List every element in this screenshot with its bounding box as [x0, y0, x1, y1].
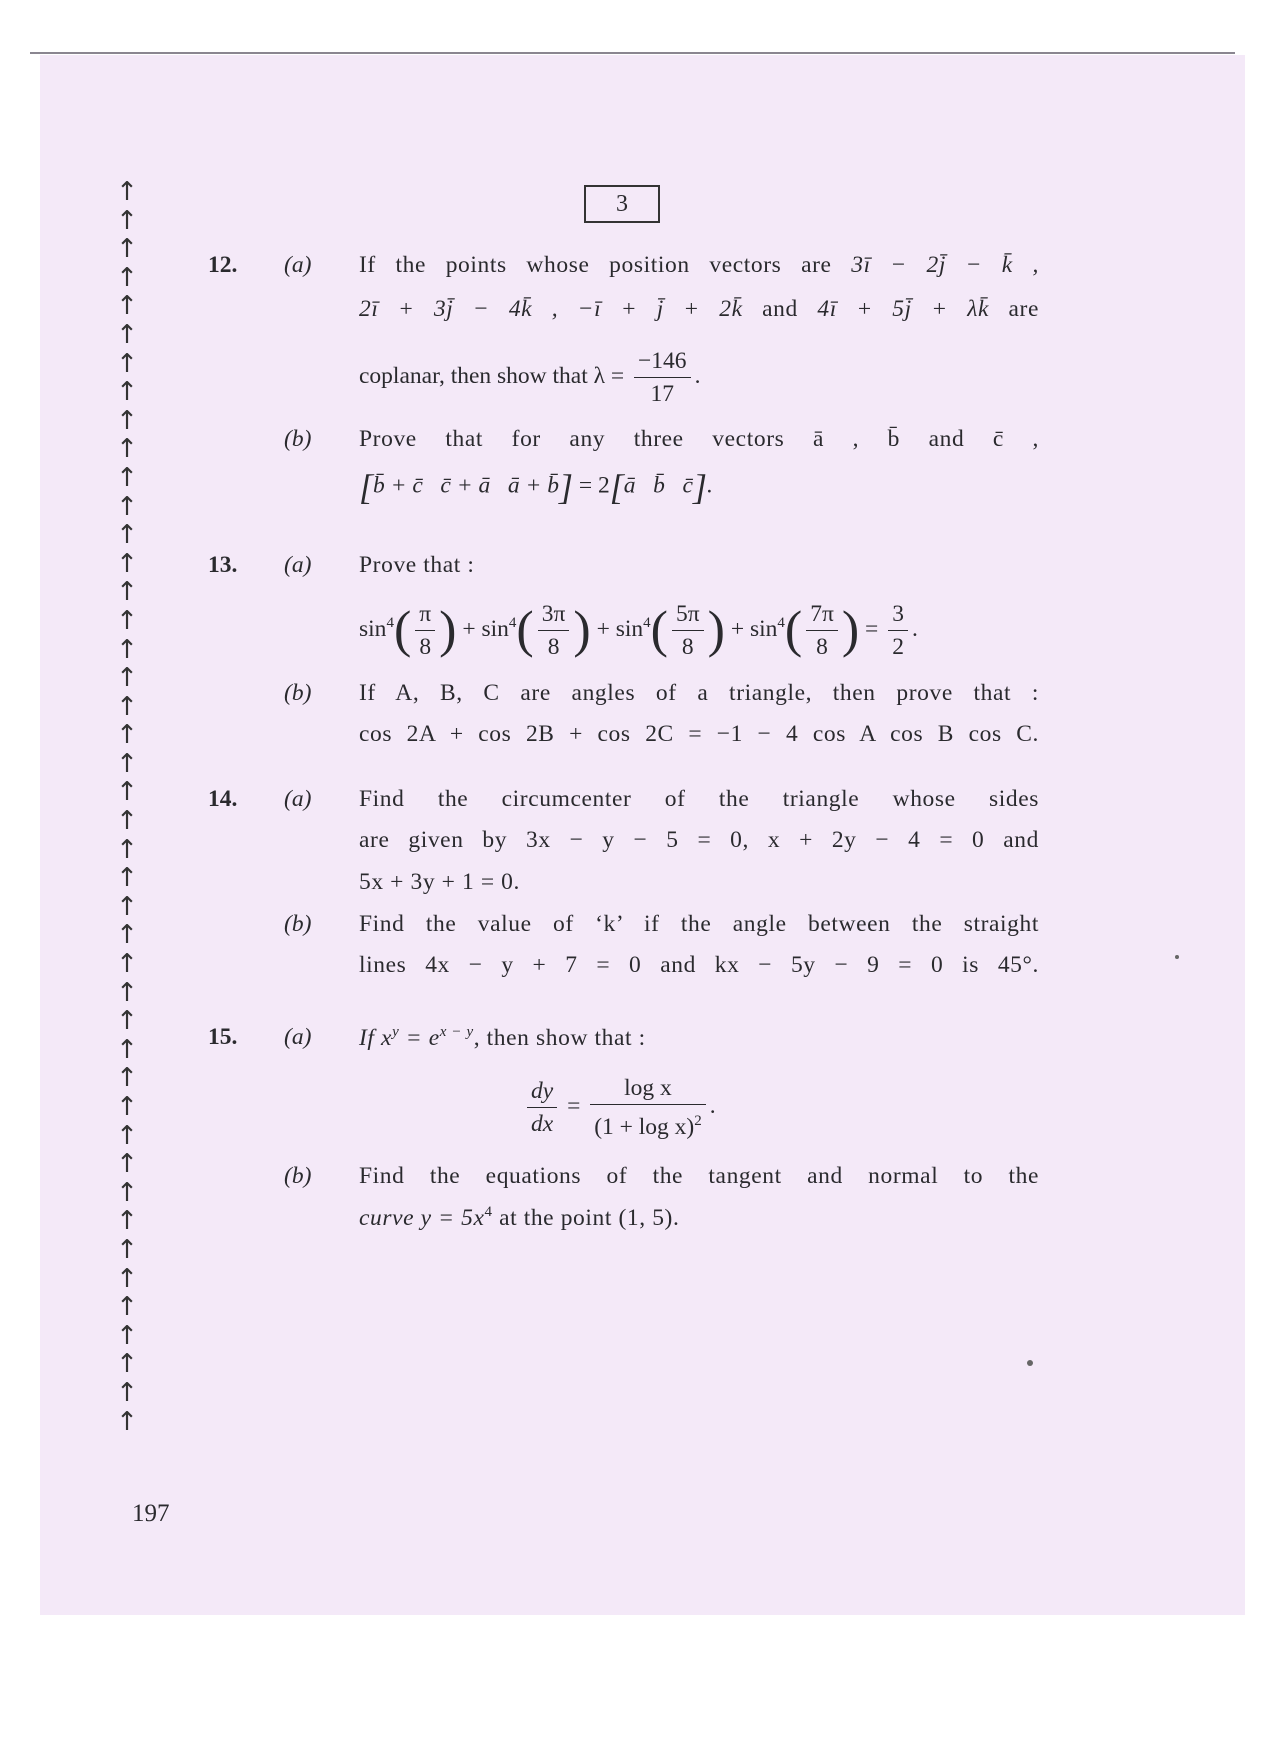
q14a-line1: Find the circumcenter of the triangle whose sides	[359, 786, 1039, 812]
q12a-are: are	[1008, 296, 1040, 322]
part-label: (a)	[284, 786, 312, 812]
paren-open: (	[516, 601, 534, 659]
fraction-numerator: π	[415, 598, 435, 631]
paren-close: )	[841, 601, 860, 659]
arrow-icon: ↑	[116, 1149, 138, 1180]
fraction-numerator: 5π	[672, 598, 704, 631]
box-product-lhs: b̄ + c̄ c̄ + ā ā + b̄	[373, 472, 559, 499]
equals-two: = 2	[578, 472, 610, 499]
vector-expression: 3ī − 2j̄ − k̄ ,	[851, 252, 1039, 278]
q12a-line2	[359, 296, 1039, 323]
arrow-icon: ↑	[116, 1406, 138, 1437]
part-label: (a)	[284, 1024, 312, 1050]
arrow-icon: ↑	[116, 977, 138, 1008]
fraction-numerator: 3	[888, 598, 908, 631]
fraction-denominator: 8	[547, 634, 560, 660]
q13a-formula	[359, 598, 918, 663]
fraction	[538, 598, 570, 663]
q12a-coplanar: coplanar, then show that λ =	[359, 362, 625, 389]
part-label: (a)	[284, 552, 312, 578]
arrow-icon: ↑	[116, 1092, 138, 1122]
q13b-line2: cos 2A + cos 2B + cos 2C = −1 − 4 cos A cos B cos C.	[359, 721, 1039, 747]
q12a-text: If the points whose position vectors are	[359, 252, 832, 278]
arrow-icon: ↑	[116, 920, 138, 951]
vector-expression: 2ī + 3j̄ − 4k̄ ,	[359, 296, 559, 322]
text: , then show that :	[473, 1024, 646, 1051]
result-fraction	[888, 598, 908, 663]
q14a-line3: 5x + 3y + 1 = 0.	[359, 869, 520, 895]
arrow-icon: ↑	[116, 405, 138, 436]
derivative-fraction	[527, 1075, 557, 1140]
q15a-line1	[359, 1024, 1039, 1052]
fraction-numerator: −146	[634, 345, 691, 378]
arrow-icon: ↑	[116, 548, 138, 579]
sin-term: sin	[481, 615, 509, 642]
q14b-line1: Find the value of ‘k’ if the angle between the straight	[359, 911, 1039, 937]
text: If x	[359, 1024, 393, 1051]
arrow-icon: ↑	[116, 262, 138, 293]
text: at the point (1, 5).	[492, 1204, 680, 1231]
arrow-icon: ↑	[116, 577, 138, 608]
superscript: 4	[484, 1204, 493, 1220]
denominator-text: (1 + log x)	[594, 1113, 695, 1140]
arrow-icon: ↑	[116, 806, 138, 837]
power: 2	[694, 1113, 702, 1129]
fraction-denominator	[590, 1105, 706, 1143]
paren-open: (	[393, 601, 412, 659]
fraction-numerator: 7π	[806, 598, 838, 631]
arrow-icon: ↑	[116, 1006, 138, 1037]
q12a-and: and	[762, 296, 798, 322]
paren-close: )	[707, 601, 725, 659]
sin-term: sin	[359, 615, 387, 642]
fraction	[806, 598, 838, 663]
fraction-denominator: 8	[816, 634, 828, 660]
arrow-icon: ↑	[116, 491, 138, 522]
power: 4	[508, 615, 517, 632]
plus-sign: +	[462, 615, 476, 642]
bracket-close: ]	[558, 467, 573, 507]
q12a-line3	[359, 345, 700, 410]
text: curve y = 5x	[359, 1204, 485, 1231]
q14a-line2: are given by 3x − y − 5 = 0, x + 2y − 4 = 0 and	[359, 827, 1039, 853]
period: .	[709, 1092, 716, 1119]
arrow-icon: ↑	[116, 319, 138, 350]
arrow-icon: ↑	[116, 891, 138, 922]
arrow-icon: ↑	[116, 691, 138, 722]
q15a-formula	[523, 1072, 716, 1143]
page-number-box: 3	[584, 185, 660, 223]
arrow-icon: ↑	[116, 720, 138, 751]
margin-arrows	[112, 178, 142, 1436]
bracket-open: [	[609, 467, 624, 507]
superscript: x − y	[439, 1024, 474, 1040]
question-number: 14.	[208, 786, 238, 812]
vector-expression: 4ī + 5j̄ + λk̄	[817, 296, 990, 322]
question-number: 15.	[208, 1024, 238, 1050]
arrow-icon: ↑	[116, 291, 138, 322]
arrow-icon: ↑	[116, 1377, 138, 1408]
arrow-icon: ↑	[116, 949, 138, 980]
rhs-fraction	[590, 1072, 706, 1143]
fraction-denominator: 2	[892, 634, 904, 660]
sin-term: sin	[749, 615, 778, 642]
arrow-icon: ↑	[116, 1120, 138, 1151]
arrow-icon: ↑	[116, 634, 138, 665]
q12b-formula	[359, 466, 713, 508]
fraction-denominator: dx	[531, 1110, 554, 1137]
arrow-icon: ↑	[116, 1234, 138, 1265]
arrow-icon: ↑	[116, 434, 138, 465]
fraction-numerator: dy	[527, 1075, 557, 1108]
paren-open: (	[784, 601, 803, 659]
part-label: (b)	[284, 1163, 312, 1189]
paren-close: )	[439, 601, 457, 659]
arrow-icon: ↑	[116, 234, 138, 265]
power: 4	[643, 615, 651, 632]
arrow-icon: ↑	[116, 1292, 138, 1323]
top-rule	[30, 52, 1235, 54]
q13a-line1: Prove that :	[359, 552, 475, 578]
fraction-denominator: 8	[681, 634, 694, 660]
vector-expression: −ī + j̄ + 2k̄	[577, 296, 743, 322]
q14b-line2: lines 4x − y + 7 = 0 and kx − 5y − 9 = 0 is 45°.	[359, 952, 1039, 978]
arrow-icon: ↑	[116, 1177, 138, 1208]
ink-speck	[1175, 955, 1179, 959]
ink-speck	[1027, 1360, 1033, 1366]
arrow-icon: ↑	[116, 748, 138, 779]
bracket-close: ]	[692, 467, 707, 507]
part-label: (a)	[284, 252, 312, 278]
arrow-icon: ↑	[116, 1349, 138, 1380]
sin-term: sin	[615, 615, 644, 642]
arrow-icon: ↑	[116, 605, 138, 636]
plus-sign: +	[596, 615, 610, 642]
arrow-icon: ↑	[116, 1063, 138, 1094]
fraction-denominator: 17	[650, 381, 675, 407]
equals-sign: =	[567, 1092, 581, 1119]
equals-sign: =	[865, 615, 879, 642]
page-code: 197	[132, 1500, 170, 1527]
part-label: (b)	[284, 680, 312, 706]
paren-close: )	[573, 601, 591, 659]
q12a-line1	[359, 252, 1039, 279]
superscript: y	[392, 1024, 400, 1040]
box-product-rhs: ā b̄ c̄	[623, 472, 693, 499]
fraction-numerator: log x	[590, 1072, 706, 1105]
power: 4	[386, 615, 394, 632]
period: .	[706, 472, 713, 499]
arrow-icon: ↑	[116, 377, 138, 408]
arrow-icon: ↑	[116, 777, 138, 808]
fraction-denominator: 8	[419, 634, 432, 660]
bracket-open: [	[359, 467, 374, 507]
q15b-line2	[359, 1204, 1039, 1232]
q15b-line1: Find the equations of the tangent and normal to the	[359, 1163, 1039, 1189]
period: .	[694, 362, 701, 389]
fraction-numerator: 3π	[538, 598, 570, 631]
arrow-icon: ↑	[116, 205, 138, 236]
arrow-icon: ↑	[116, 1263, 138, 1294]
arrow-icon: ↑	[116, 462, 138, 493]
plus-sign: +	[730, 615, 745, 642]
paren-open: (	[650, 601, 668, 659]
q13b-line1: If A, B, C are angles of a triangle, then prove that :	[359, 680, 1039, 706]
text: = e	[399, 1024, 440, 1051]
fraction	[672, 598, 704, 663]
power: 4	[777, 615, 785, 632]
question-number: 13.	[208, 552, 238, 578]
arrow-icon: ↑	[116, 177, 138, 207]
fraction	[415, 598, 435, 663]
period: .	[911, 615, 918, 642]
arrow-icon: ↑	[116, 834, 138, 865]
lambda-fraction	[634, 345, 691, 410]
q12b-line1: Prove that for any three vectors ā , b̄ and c̄ ,	[359, 426, 1039, 452]
arrow-icon: ↑	[116, 863, 138, 894]
arrow-icon: ↑	[116, 663, 138, 694]
question-number: 12.	[208, 252, 238, 278]
part-label: (b)	[284, 911, 312, 937]
arrow-icon: ↑	[116, 520, 138, 551]
arrow-icon: ↑	[116, 1034, 138, 1065]
arrow-icon: ↑	[116, 1206, 138, 1237]
arrow-icon: ↑	[116, 1320, 138, 1351]
part-label: (b)	[284, 426, 312, 452]
arrow-icon: ↑	[116, 348, 138, 379]
